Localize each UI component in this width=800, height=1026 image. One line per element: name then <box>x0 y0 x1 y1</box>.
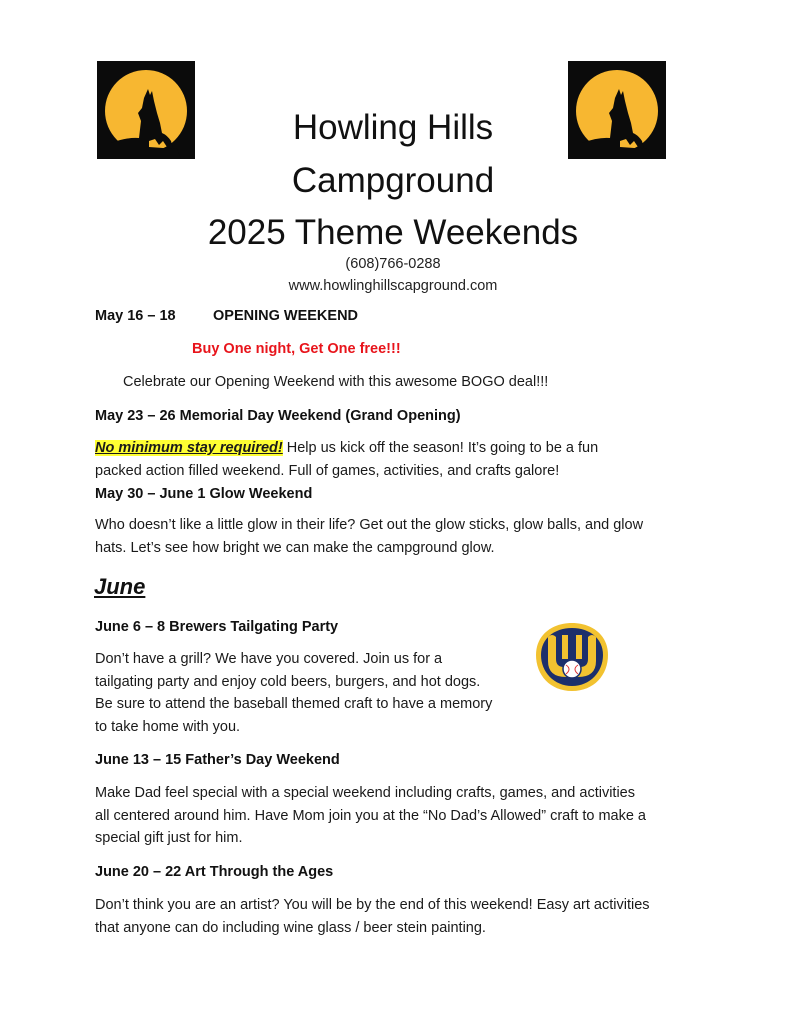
page-title-line-2: Campground <box>291 161 495 200</box>
desc-line: Who doesn’t like a little glow in their life? Get out the glow sticks, glow balls, and glow <box>95 517 644 533</box>
phone-number: (608)766-0288 <box>345 256 441 272</box>
desc-line: special gift just for him. <box>95 830 243 846</box>
baseball-glove-icon <box>532 617 612 697</box>
event-heading-may-23: May 23 – 26 Memorial Day Weekend (Grand Opening) <box>95 408 461 424</box>
event-description-may-30 <box>95 514 643 559</box>
desc-line: Make Dad feel special with a special weekend including crafts, games, and activities <box>95 785 635 801</box>
event-heading-june-6: June 6 – 8 Brewers Tailgating Party <box>95 619 339 635</box>
event-description-june-20 <box>95 894 650 939</box>
month-heading-june: June <box>94 574 146 599</box>
desc-line: Help us kick off the season! It’s going to be a fun <box>286 440 599 456</box>
event-dates-may-16: May 16 – 18 <box>95 308 176 324</box>
desc-line: packed action filled weekend. Full of games, activities, and crafts galore! <box>95 462 560 479</box>
desc-line: hats. Let’s see how bright we can make the campground glow. <box>95 539 495 556</box>
event-heading-may-30: May 30 – June 1 Glow Weekend <box>95 486 313 502</box>
desc-line: all centered around him. Have Mom join you at the “No Dad’s Allowed” craft to make a <box>95 807 646 824</box>
highlight-no-minimum-stay: No minimum stay required! <box>95 440 283 456</box>
event-heading-june-20: June 20 – 22 Art Through the Ages <box>95 864 334 880</box>
page-title-line-1: Howling Hills <box>292 108 494 147</box>
event-description-may-23 <box>95 437 715 482</box>
event-description-may-16: Celebrate our Opening Weekend with this awesome BOGO deal!!! <box>123 374 549 390</box>
desc-line: to take home with you. <box>95 718 241 735</box>
desc-line: Don’t think you are an artist? You will be by the end of this weekend! Easy art activities <box>95 897 650 913</box>
website-url: www.howlinghillscapground.com <box>288 278 498 294</box>
promo-bogo: Buy One night, Get One free!!! <box>192 341 401 357</box>
brewers-glove-logo <box>532 617 612 697</box>
desc-line: Don’t have a grill? We have you covered. Join us for a <box>95 651 443 667</box>
desc-line: Be sure to attend the baseball themed craft to have a memory <box>95 696 493 712</box>
page-title-line-3: 2025 Theme Weekends <box>207 213 579 252</box>
desc-line: tailgating party and enjoy cold beers, burgers, and hot dogs. <box>95 673 481 690</box>
desc-line: that anyone can do including wine glass / beer stein painting. <box>95 919 486 936</box>
event-description-june-6 <box>95 648 492 738</box>
event-name-opening-weekend: OPENING WEEKEND <box>213 308 359 324</box>
event-description-june-13 <box>95 782 646 850</box>
event-heading-june-13: June 13 – 15 Father’s Day Weekend <box>95 752 340 768</box>
